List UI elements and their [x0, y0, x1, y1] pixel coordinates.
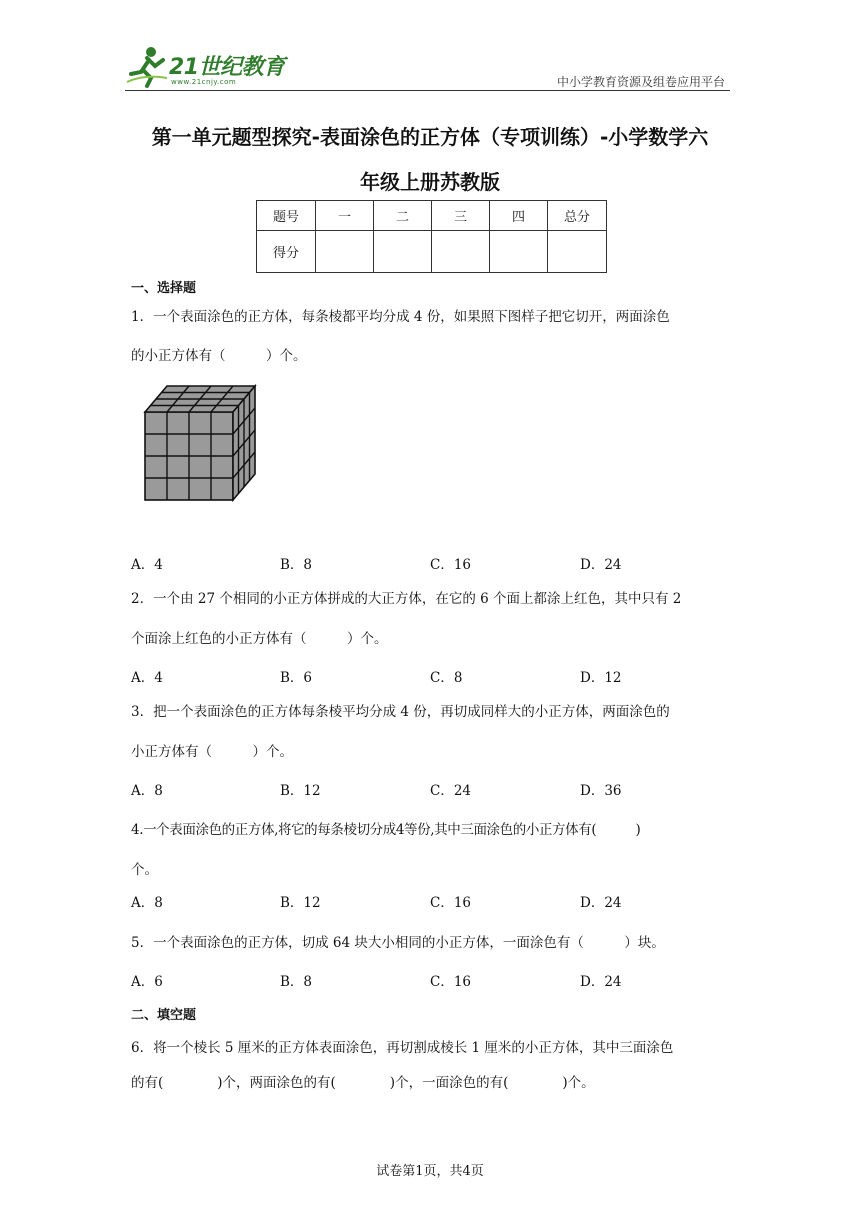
score-header-cell: 二: [374, 201, 432, 231]
header-platform-text: 中小学教育资源及组卷应用平台: [556, 75, 725, 89]
question-5-line1: 5．一个表面涂色的正方体，切成 64 块大小相同的小正方体，一面涂色有（ ）块。: [131, 935, 665, 951]
score-row-label: 得分: [257, 231, 316, 273]
cube-4x4-figure: [140, 380, 270, 505]
score-header-cell: 总分: [548, 201, 607, 231]
q2-option-a[interactable]: A．4: [131, 670, 163, 686]
score-cell[interactable]: [374, 231, 432, 273]
q5-option-a[interactable]: A．6: [131, 974, 163, 990]
q3-option-a[interactable]: A．8: [131, 783, 163, 799]
q3-option-c[interactable]: C．24: [430, 783, 472, 799]
q2-option-c[interactable]: C．8: [430, 670, 463, 686]
score-header-cell: 题号: [257, 201, 316, 231]
score-header-cell: 三: [432, 201, 490, 231]
q1-option-b[interactable]: B．8: [280, 557, 313, 573]
question-2-line2: 个面涂上红色的小正方体有（ ）个。: [131, 631, 388, 647]
q1-option-c[interactable]: C．16: [430, 557, 472, 573]
logo-text: 21世纪教育: [169, 55, 285, 80]
question-1-line1: 1．一个表面涂色的正方体，每条棱都平均分成 4 份，如果照下图样子把它切开，两面涂色: [131, 309, 670, 325]
q2-option-b[interactable]: B．6: [280, 670, 313, 686]
question-4-line2: 个。: [131, 862, 158, 878]
q4-option-b[interactable]: B．12: [280, 895, 321, 911]
question-3-line1: 3．把一个表面涂色的正方体每条棱平均分成 4 份，再切成同样大的小正方体，两面涂色的: [131, 704, 670, 720]
score-header-cell: 四: [490, 201, 548, 231]
question-2-line1: 2．一个由 27 个相同的小正方体拼成的大正方体，在它的 6 个面上都涂上红色，其中只有 2: [131, 591, 682, 607]
q4-option-d[interactable]: D．24: [580, 895, 622, 911]
logo-url: www.21cnjy.com: [171, 78, 237, 86]
question-6-line2: 的有( )个，两面涂色的有( )个，一面涂色的有( )个。: [131, 1075, 595, 1091]
section-heading-choice: 一、选择题: [131, 281, 197, 296]
page-title-line1: 第一单元题型探究-表面涂色的正方体（专项训练）-小学数学六: [151, 125, 709, 149]
q3-option-d[interactable]: D．36: [580, 783, 622, 799]
q4-option-a[interactable]: A．8: [131, 895, 163, 911]
page-title-line2: 年级上册苏教版: [360, 170, 500, 194]
score-table: [256, 200, 607, 273]
score-header-cell: 一: [316, 201, 374, 231]
q5-option-c[interactable]: C．16: [430, 974, 472, 990]
section-heading-fill: 二、填空题: [131, 1008, 197, 1023]
q1-option-d[interactable]: D．24: [580, 557, 622, 573]
q5-option-d[interactable]: D．24: [580, 974, 622, 990]
runner-logo-icon: [125, 44, 169, 90]
q5-option-b[interactable]: B．8: [280, 974, 313, 990]
q4-option-c[interactable]: C．16: [430, 895, 472, 911]
page-footer: 试卷第1页，共4页: [376, 1164, 484, 1179]
q2-option-d[interactable]: D．12: [580, 670, 622, 686]
score-cell[interactable]: [490, 231, 548, 273]
question-4-line1: 4.一个表面涂色的正方体,将它的每条棱切分成4等份,其中三面涂色的小正方体有( ): [131, 822, 641, 838]
score-cell[interactable]: [548, 231, 607, 273]
question-6-line1: 6．将一个棱长 5 厘米的正方体表面涂色，再切割成棱长 1 厘米的小正方体，其中三面涂色: [131, 1040, 674, 1056]
score-cell[interactable]: [316, 231, 374, 273]
q1-option-a[interactable]: A．4: [131, 557, 163, 573]
score-cell[interactable]: [432, 231, 490, 273]
q3-option-b[interactable]: B．12: [280, 783, 321, 799]
header-divider: [125, 90, 730, 91]
site-logo: [125, 44, 295, 90]
question-1-line2: 的小正方体有（ ）个。: [131, 348, 307, 364]
question-3-line2: 小正方体有（ ）个。: [131, 744, 293, 760]
